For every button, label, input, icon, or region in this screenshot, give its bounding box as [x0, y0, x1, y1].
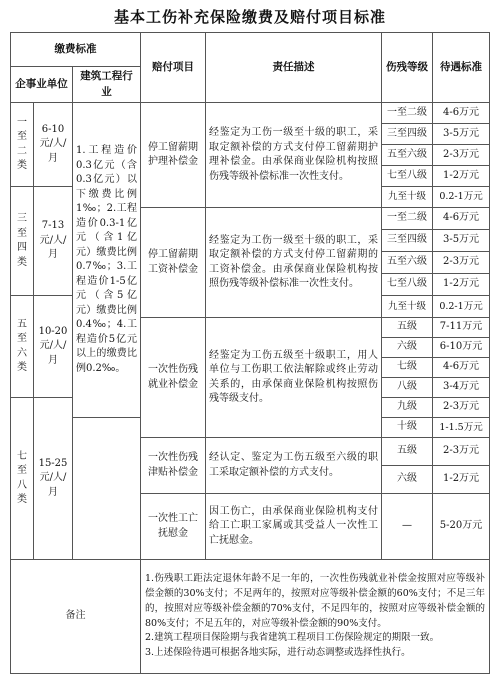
item-name: 一次性工亡抚慰金 — [141, 494, 206, 560]
level-cell: 三至四级 — [382, 124, 433, 145]
item-description: 经鉴定为工伤一级至十级的职工，采取定额补偿的方式支付停工留薪期的工资补偿金。由承保商业保险机构按照伤残等级补偿标准一次性支付。 — [206, 208, 382, 318]
level-cell: 五级 — [382, 318, 433, 338]
item-header: 赔付项目 — [141, 33, 206, 103]
amount-cell: 3-5万元 — [433, 230, 490, 252]
class-name: 五至六类 — [11, 296, 34, 398]
amount-cell: 1-2万元 — [433, 466, 490, 494]
description-header: 责任描述 — [206, 33, 382, 103]
construction-rate-text: 1.工程造价0.3亿元（含0.3亿元）以下缴费比例1‰；2.工程造价0.3-1亿元（含1亿元）缴费比例0.7‰；3.工程造价1-5亿元（含5亿元）缴费比例0.4‰；4.工程造价5亿元以上的缴费比例0.2‰。 — [73, 103, 141, 418]
amount-cell: 3-4万元 — [433, 378, 490, 398]
amount-cell: 1-2万元 — [433, 166, 490, 187]
level-cell: 五至六级 — [382, 145, 433, 166]
item-name: 一次性伤残津贴补偿金 — [141, 438, 206, 494]
item-name: 一次性伤残就业补偿金 — [141, 318, 206, 438]
level-cell: 九至十级 — [382, 187, 433, 208]
level-cell: 七级 — [382, 358, 433, 378]
amount-cell: 4-6万元 — [433, 208, 490, 230]
notes-label: 备注 — [11, 560, 141, 674]
amount-cell: 2-3万元 — [433, 145, 490, 166]
amount-cell: 1-2万元 — [433, 274, 490, 296]
amount-cell: 4-6万元 — [433, 358, 490, 378]
item-description: 经鉴定为工伤一级至十级的职工，采取定额补偿的方式支付停工留薪期护理补偿金。由承保商业保险机构按照伤残等级补偿标准一次性支付。 — [206, 103, 382, 208]
amount-cell: 2-3万元 — [433, 398, 490, 418]
amount-cell: 6-10万元 — [433, 338, 490, 358]
standard-header: 待遇标准 — [433, 33, 490, 103]
page-title: 基本工伤补充保险缴费及赔付项目标准 — [113, 8, 386, 26]
class-name: 七至八类 — [11, 398, 34, 560]
level-cell: 八级 — [382, 378, 433, 398]
level-cell: 五级 — [382, 438, 433, 466]
level-header: 伤残等级 — [382, 33, 433, 103]
level-cell: 三至四级 — [382, 230, 433, 252]
level-cell: 一至二级 — [382, 208, 433, 230]
enterprise-header: 企事业单位 — [11, 67, 73, 103]
note-3: 3.上述保险待遇可根据各地实际，进行动态调整或选择性执行。 — [145, 646, 411, 658]
note-2: 2.建筑工程项目保险期与我省建筑工程项目工伤保险规定的期限一致。 — [145, 632, 440, 644]
construction-blank-cell — [73, 418, 141, 560]
amount-cell: 2-3万元 — [433, 252, 490, 274]
level-cell: 七至八级 — [382, 274, 433, 296]
amount-cell: 2-3万元 — [433, 438, 490, 466]
item-name: 停工留薪期护理补偿金 — [141, 103, 206, 208]
level-cell: 六级 — [382, 338, 433, 358]
item-description: 经鉴定为工伤五级至十级职工，用人单位与工伤职工依法解除或终止劳动关系的，由承保商业保险机构按照伤残等级支付。 — [206, 318, 382, 438]
contribution-header: 缴费标准 — [11, 33, 141, 67]
level-cell: 九至十级 — [382, 296, 433, 318]
level-cell: 五至六级 — [382, 252, 433, 274]
class-name: 一至二类 — [11, 103, 34, 187]
item-description: 因工伤亡，由承保商业保险机构支付给工亡职工家属或其受益人一次性工亡抚慰金。 — [206, 494, 382, 560]
level-cell: 十级 — [382, 418, 433, 438]
standards-table — [10, 32, 490, 674]
notes-cell — [141, 560, 490, 674]
level-cell: 七至八级 — [382, 166, 433, 187]
level-cell: — — [382, 494, 433, 560]
construction-header: 建筑工程行业 — [73, 67, 141, 103]
level-cell: 九级 — [382, 398, 433, 418]
class-rate: 15-25元/人/月 — [34, 398, 73, 560]
item-description: 经认定、鉴定为工伤五级至六级的职工采取定额补偿的方式支付。 — [206, 438, 382, 494]
class-rate: 6-10元/人/月 — [34, 103, 73, 187]
class-name: 三至四类 — [11, 187, 34, 296]
amount-cell: 7-11万元 — [433, 318, 490, 338]
amount-cell: 4-6万元 — [433, 103, 490, 124]
amount-cell: 0.2-1万元 — [433, 187, 490, 208]
amount-cell: 0.2-1万元 — [433, 296, 490, 318]
class-rate: 7-13元/人/月 — [34, 187, 73, 296]
level-cell: 六级 — [382, 466, 433, 494]
amount-cell: 5-20万元 — [433, 494, 490, 560]
class-rate: 10-20元/人/月 — [34, 296, 73, 398]
item-name: 停工留薪期工资补偿金 — [141, 208, 206, 318]
amount-cell: 1-1.5万元 — [433, 418, 490, 438]
level-cell: 一至二级 — [382, 103, 433, 124]
note-1: 1.伤残职工距法定退休年龄不足一年的，一次性伤残就业补偿金按照对应等级补偿金额的30%支付；不足两年的，按照对应等级补偿金额的60%支付；不足三年的，按照对应等级补偿金额的70%支付，不足四年的，按照对应等级补偿金额的80%支付；不足五年的，对应等级补偿金额的90%支付。 — [145, 573, 486, 629]
amount-cell: 3-5万元 — [433, 124, 490, 145]
